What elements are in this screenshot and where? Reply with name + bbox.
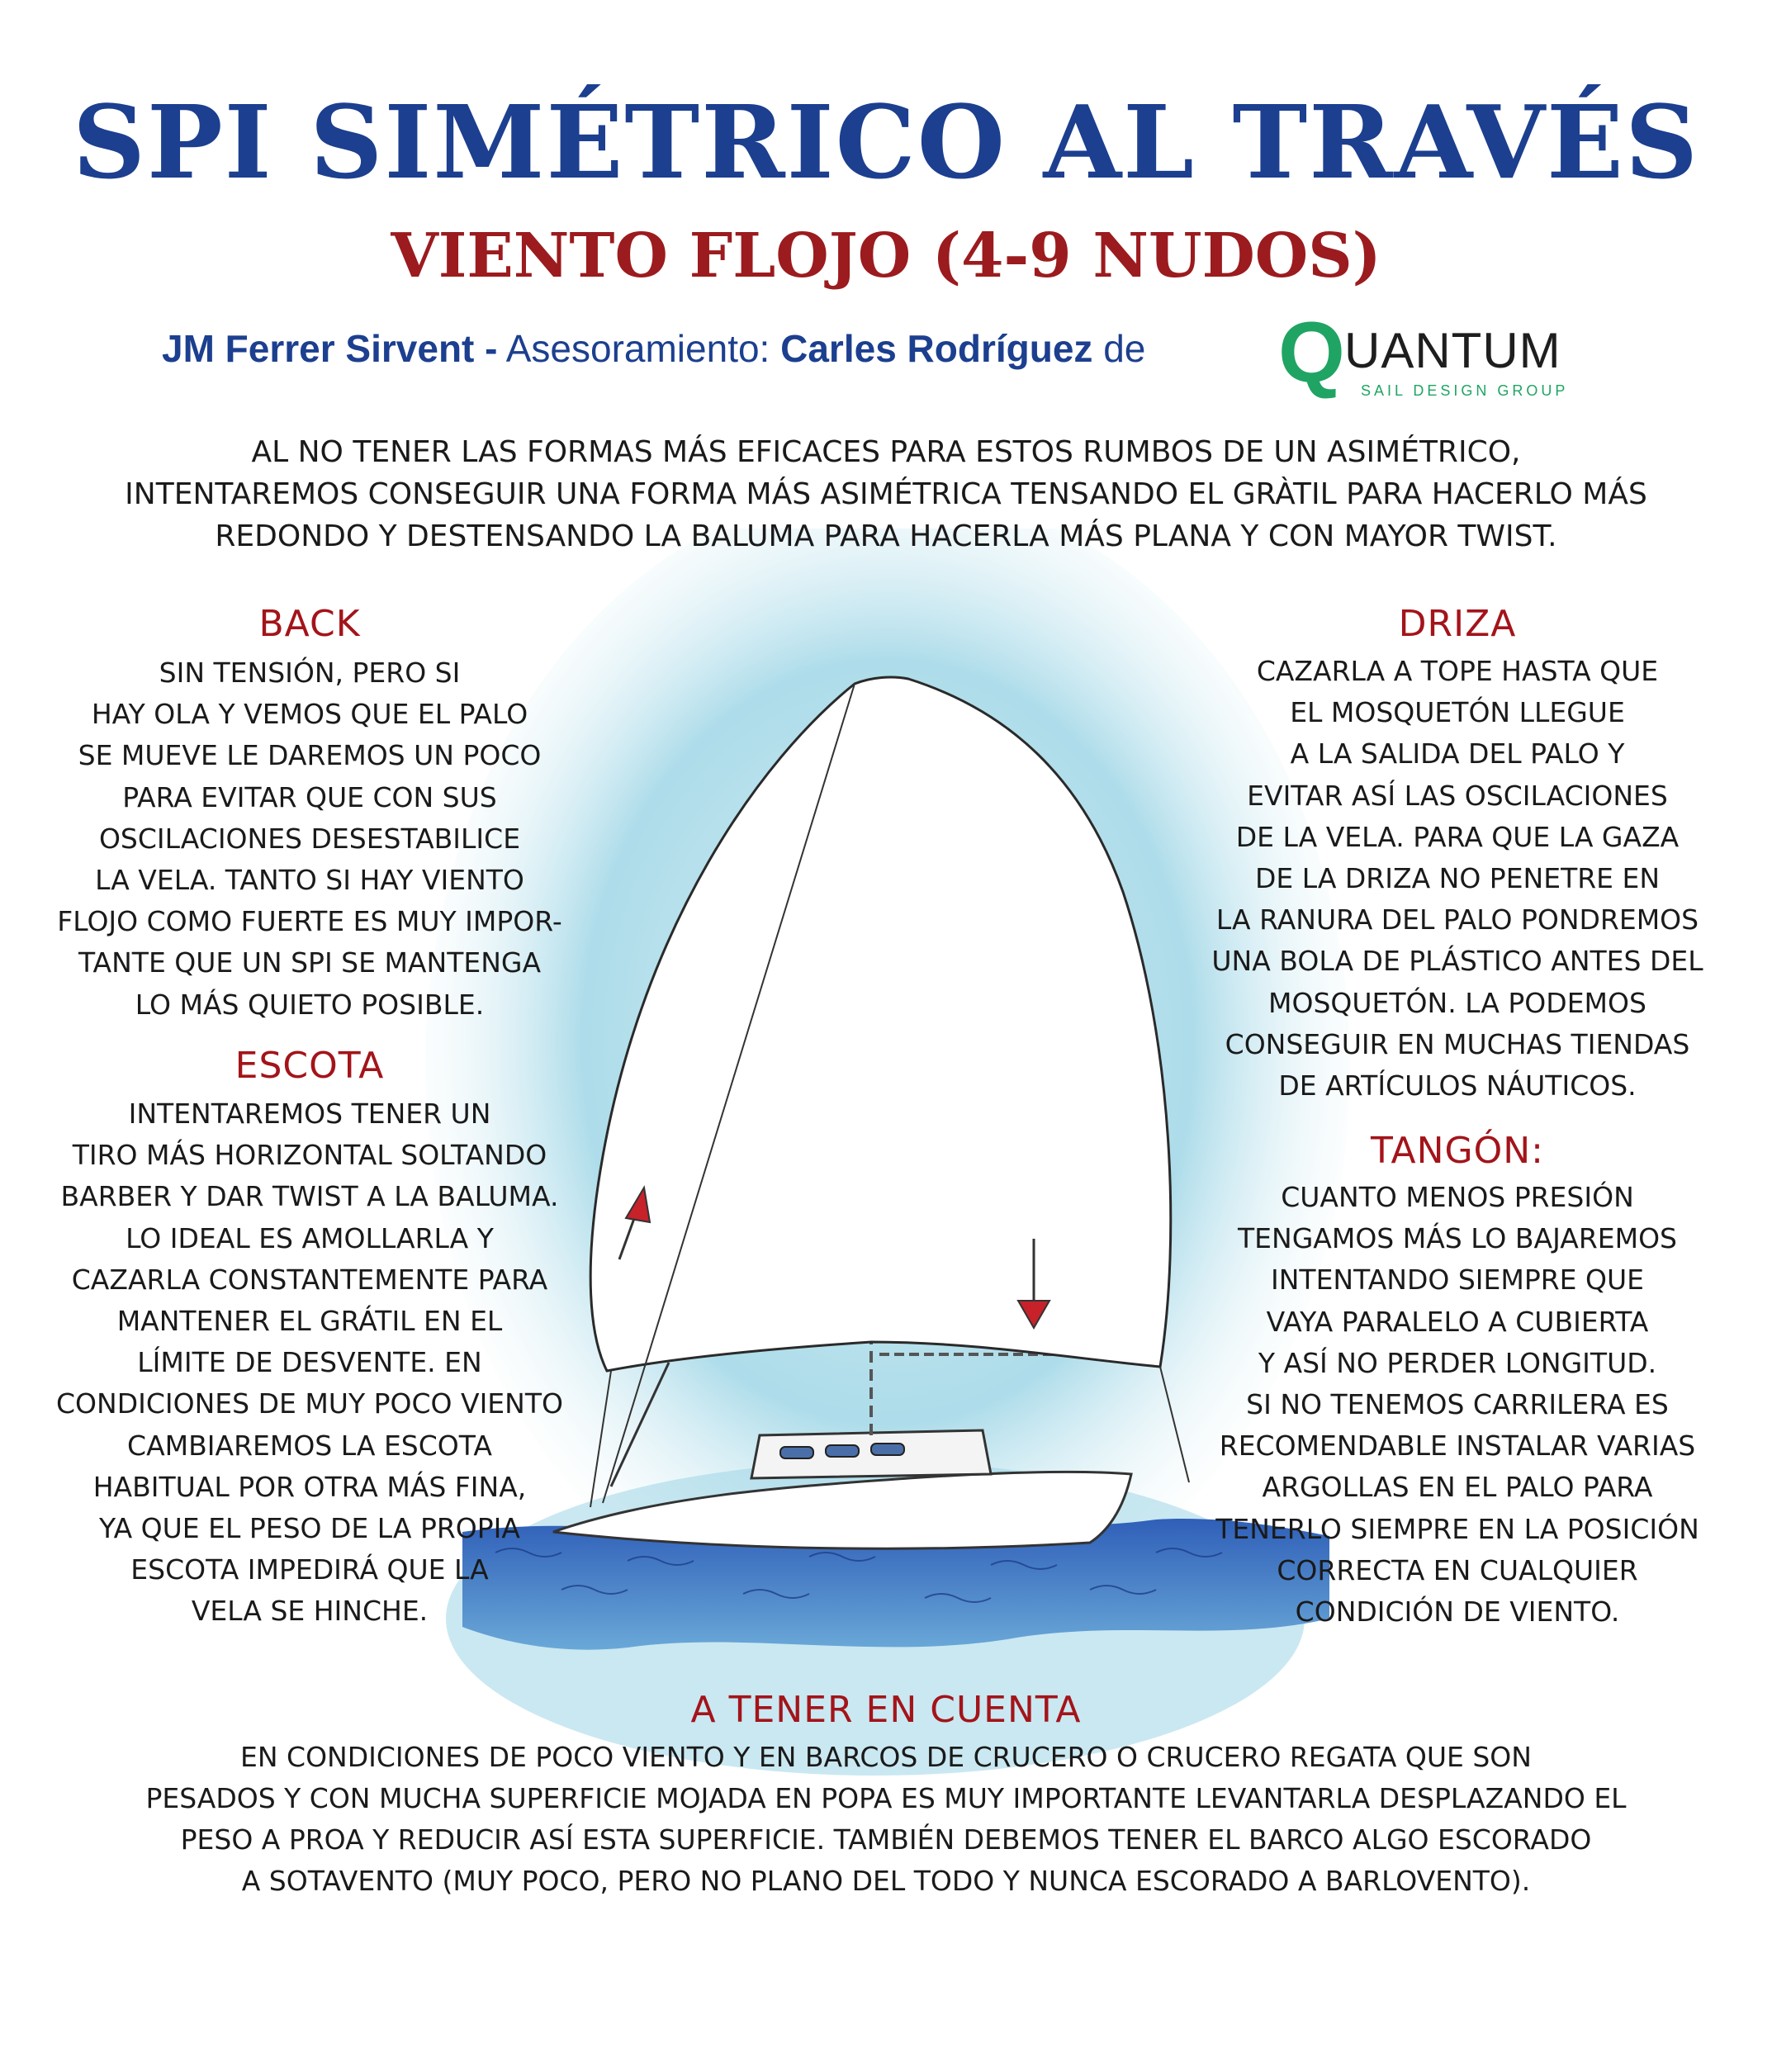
quantum-logo (1278, 305, 1584, 401)
escota-text: INTENTAREMOS TENER UN TIRO MÁS HORIZONTAL SOLTANDO BARBER Y DAR TWIST A LA BALUMA. LO IDEAL ES AMOLLARLA Y CAZARLA CONSTANTEMENTE PARA MANTENER EL GRÁTIL EN EL LÍMITE DE DESVENTE. EN CONDICIONES DE MUY POCO VIENTO CAMBIAREMOS LA ESCOTA HABITUAL POR OTRA MÁS FINA, YA QUE EL PESO DE LA PROPIA ESCOTA IMPEDIRÁ QUE LA VELA SE HINCHE. (56, 1098, 563, 1628)
driza-text: CAZARLA A TOPE HASTA QUE EL MOSQUETÓN LLEGUE A LA SALIDA DEL PALO Y EVITAR ASÍ LAS OSCILACIONES DE LA VELA. PARA QUE LA GAZA DE LA DRIZA NO PENETRE EN LA RANURA DEL PALO PONDREMOS UNA BOLA DE PLÁSTICO ANTES DEL MOSQUETÓN. LA PODEMOS CONSEGUIR EN MUCHAS TIENDAS DE ARTÍCULOS NÁUTICOS. (1211, 655, 1703, 1102)
credits-line (162, 326, 1145, 372)
logo-word: UANTUM (1344, 323, 1561, 378)
logo-letter: Q (1278, 305, 1345, 401)
credits-de: de (1103, 327, 1146, 370)
tangon-text: CUANTO MENOS PRESIÓN TENGAMOS MÁS LO BAJAREMOS INTENTANDO SIEMPRE QUE VAYA PARALELO A CUBIERTA Y ASÍ NO PERDER LONGITUD. SI NO TENEMOS CARRILERA ES RECOMENDABLE INSTALAR VARIAS ARGOLLAS EN EL PALO PARA TENERLO SIEMPRE EN LA POSICIÓN CORRECTA EN CUALQUIER CONDICIÓN DE VIENTO. (1215, 1181, 1699, 1629)
tangon-heading: TANGÓN: (1371, 1130, 1544, 1172)
logo-tagline: SAIL DESIGN GROUP (1361, 382, 1569, 399)
note-text: EN CONDICIONES DE POCO VIENTO Y EN BARCOS DE CRUCERO O CRUCERO REGATA QUE SON PESADOS Y CON MUCHA SUPERFICIE MOJADA EN POPA ES MUY IMPORTANTE LEVANTARLA DESPLAZANDO EL PESO A PROA Y REDUCIR ASÍ ESTA SUPERFICIE. TAMBIÉN DEBEMOS TENER EL BARCO ALGO ESCORADO A SOTAVENTO (MUY POCO, PERO NO PLANO DEL TODO Y NUNCA ESCORADO A BARLOVENTO). (145, 1741, 1627, 1897)
driza-heading: DRIZA (1398, 603, 1517, 645)
note-heading: A TENER EN CUENTA (690, 1689, 1082, 1731)
author-name: JM Ferrer Sirvent - (162, 327, 498, 370)
escota-heading: ESCOTA (235, 1045, 385, 1087)
back-text: SIN TENSIÓN, PERO SI HAY OLA Y VEMOS QUE EL PALO SE MUEVE LE DAREMOS UN POCO PARA EVITAR QUE CON SUS OSCILACIONES DESESTABILICE LA VELA. TANTO SI HAY VIENTO FLOJO COMO FUERTE ES MUY IMPOR- TANTE QUE UN SPI SE MANTENGA LO MÁS QUIETO POSIBLE. (57, 657, 562, 1021)
page-title: SPI SIMÉTRICO AL TRAVÉS (72, 83, 1700, 202)
advisor-name: Carles Rodríguez (780, 327, 1093, 370)
advice-label: Asesoramiento: (505, 327, 770, 370)
intro-text: AL NO TENER LAS FORMAS MÁS EFICACES PARA ESTOS RUMBOS DE UN ASIMÉTRICO, INTENTAREMOS CONSEGUIR UNA FORMA MÁS ASIMÉTRICA TENSANDO EL GRÀTIL PARA HACERLO MÁS REDONDO Y DESTENSANDO LA BALUMA PARA HACERLA MÁS PLANA Y CON MAYOR TWIST. (125, 435, 1647, 553)
page-subtitle: VIENTO FLOJO (4-9 NUDOS) (391, 220, 1381, 292)
back-heading: BACK (258, 603, 361, 645)
